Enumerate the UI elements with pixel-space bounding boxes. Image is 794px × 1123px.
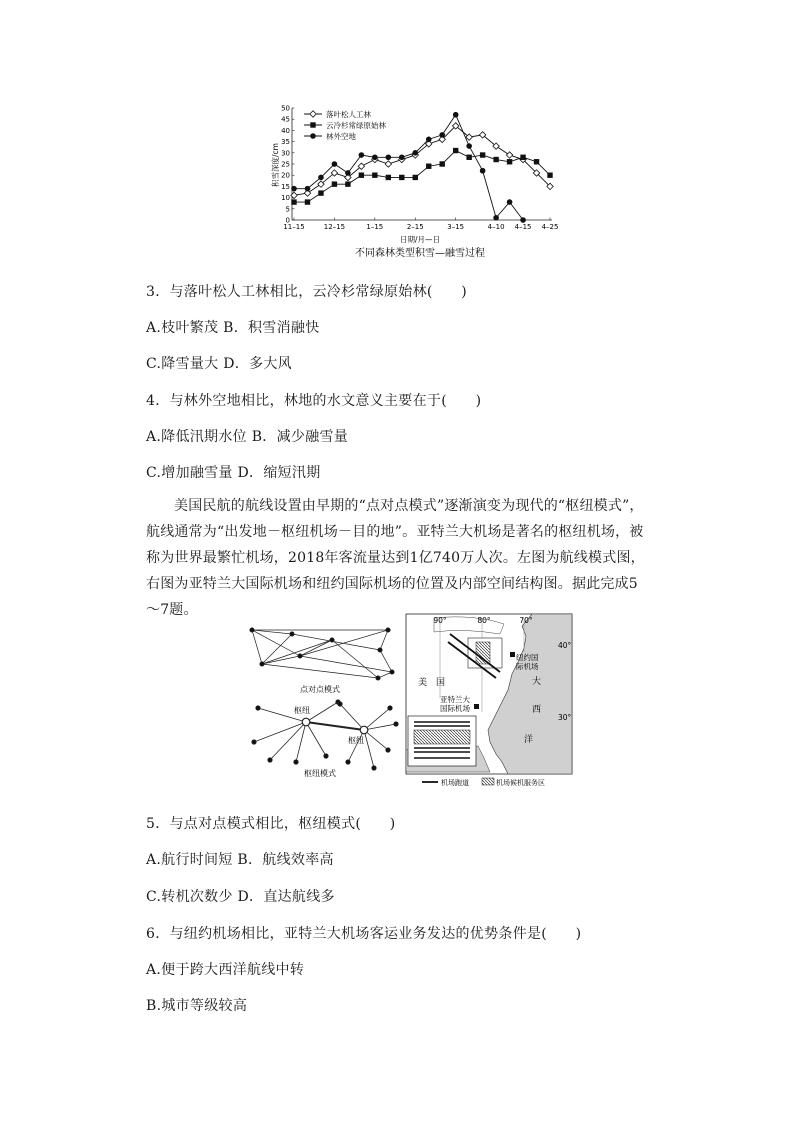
y-tick-label: 50 xyxy=(281,104,290,113)
hub-mode-label: 枢纽模式 xyxy=(304,769,336,777)
data-point xyxy=(345,181,350,186)
atl-airport-label-1: 亚特兰大 xyxy=(440,695,470,704)
latitude-30: 30° xyxy=(558,713,572,722)
question-6-option-a: A.便于跨大西洋航线中转 xyxy=(146,962,305,978)
route-mode-diagram xyxy=(240,612,400,777)
data-point xyxy=(534,159,539,164)
data-point xyxy=(318,190,323,195)
ny-airport-label-1: 纽约国 xyxy=(516,653,539,662)
series-line xyxy=(294,151,550,203)
question-4-options-ab: A.降低汛期水位 B．减少融雪量 xyxy=(146,429,349,445)
question-6-option-b: B.城市等级较高 xyxy=(146,998,248,1014)
data-point xyxy=(520,217,526,223)
question-5-stem: 5．与点对点模式相比，枢纽模式( ) xyxy=(146,816,396,832)
hub-network xyxy=(252,700,398,770)
data-point xyxy=(359,152,365,158)
data-point xyxy=(291,186,297,192)
y-tick-label: 10 xyxy=(281,194,290,203)
data-point xyxy=(372,173,377,178)
legend-label: 林外空地 xyxy=(326,132,356,141)
data-point xyxy=(507,199,513,205)
data-point xyxy=(305,186,311,192)
ocean-label-1: 大 xyxy=(532,677,542,687)
question-4-stem: 4．与林外空地相比，林地的水文意义主要在于( ) xyxy=(146,393,482,409)
y-tick-label: 25 xyxy=(281,160,290,169)
x-axis-label: 日期/月—日 xyxy=(399,235,441,244)
ocean-label-2: 西 xyxy=(532,705,542,715)
data-point xyxy=(480,168,486,174)
question-6-stem: 6．与纽约机场相比，亚特兰大机场客运业务发达的优势条件是( ) xyxy=(146,926,582,942)
passage-text: 美国民航的航线设置由早期的“点对点模式”逐渐演变为现代的“枢纽模式”，航线通常为“出发地－枢纽机场－目的地”。亚特兰大机场是著名的枢纽机场，被称为世界最繁忙机场，2018年客流量达到1亿740万人次。左图为航线模式图，右图为亚特兰大国际机场和纽约国际机场的位置及内部空间结构图。据此完成5～7题。 xyxy=(146,498,645,618)
data-point xyxy=(318,175,324,181)
data-point xyxy=(372,154,378,160)
data-point xyxy=(439,132,445,138)
question-5-options-ab: A.航行时间短 B．航线效率高 xyxy=(146,852,334,868)
data-point xyxy=(310,111,316,117)
longitude-80: 80° xyxy=(477,616,491,625)
data-point xyxy=(310,133,316,139)
data-point xyxy=(399,154,405,160)
longitude-70: 70° xyxy=(519,616,533,625)
y-tick-label: 20 xyxy=(281,171,290,180)
hub-label-2: 枢纽 xyxy=(348,736,364,745)
hub-label-1: 枢纽 xyxy=(294,706,310,715)
data-point xyxy=(345,170,351,176)
data-point xyxy=(332,181,337,186)
x-tick-label: 11–15 xyxy=(283,223,305,231)
country-label: 美 国 xyxy=(418,678,446,688)
y-tick-label: 0 xyxy=(285,216,290,225)
y-tick-label: 35 xyxy=(281,138,290,147)
data-point xyxy=(426,164,431,169)
data-point xyxy=(547,173,552,178)
data-point xyxy=(399,175,404,180)
x-tick-label: 2–15 xyxy=(406,223,424,231)
y-axis-label: 积雪深度/cm xyxy=(271,143,280,187)
data-point xyxy=(291,199,296,204)
data-point xyxy=(440,161,445,166)
data-point xyxy=(386,175,391,180)
question-3-options-cd: C.降雪量大 D．多大风 xyxy=(146,356,292,372)
legend-runway-label: 机场跑道 xyxy=(441,779,469,787)
y-tick-label: 15 xyxy=(281,182,290,191)
data-point xyxy=(310,122,315,127)
legend-service-label: 机场候机服务区 xyxy=(496,779,545,787)
data-point xyxy=(506,152,512,158)
legend-label: 落叶松人工林 xyxy=(326,110,371,119)
question-3-options-ab: A.枝叶繁茂 B．积雪消融快 xyxy=(146,320,320,336)
data-point xyxy=(493,215,499,221)
ocean-label-3: 洋 xyxy=(524,735,534,745)
data-point xyxy=(453,148,458,153)
atl-airport-marker xyxy=(474,704,479,709)
data-point xyxy=(332,161,338,167)
x-tick-label: 4–25 xyxy=(541,223,559,231)
ny-airport-label-2: 际机场 xyxy=(516,662,539,671)
atl-airport-label-2: 国际机场 xyxy=(440,704,470,713)
point-to-point-network xyxy=(250,628,394,680)
question-5-options-cd: C.转机次数少 D．直达航线多 xyxy=(146,889,335,905)
x-tick-label: 12–15 xyxy=(323,223,346,231)
x-tick-label: 1–15 xyxy=(366,223,384,231)
data-point xyxy=(413,175,418,180)
question-3-stem: 3．与落叶松人工林相比，云冷杉常绿原始林( ) xyxy=(146,284,468,300)
x-tick-label: 4–10 xyxy=(487,223,505,231)
data-point xyxy=(520,155,525,160)
y-tick-label: 45 xyxy=(281,115,290,124)
data-point xyxy=(305,199,310,204)
longitude-90: 90° xyxy=(433,616,447,625)
data-point xyxy=(386,154,392,160)
x-tick-label: 4–15 xyxy=(514,223,532,231)
data-point xyxy=(507,159,512,164)
y-tick-label: 5 xyxy=(285,205,290,214)
chart-legend xyxy=(304,109,386,141)
legend-label: 云冷杉常绿原始林 xyxy=(326,121,386,130)
data-point xyxy=(426,137,432,143)
data-point xyxy=(466,155,471,160)
atl-airport-inset xyxy=(408,716,476,766)
series-line xyxy=(294,115,523,220)
latitude-40: 40° xyxy=(558,641,572,650)
map-legend xyxy=(422,778,545,787)
data-point xyxy=(493,157,498,162)
y-tick-label: 40 xyxy=(281,126,290,135)
data-point xyxy=(466,143,472,149)
y-tick-label: 30 xyxy=(281,149,290,158)
data-point xyxy=(480,152,485,157)
data-point xyxy=(385,161,391,167)
data-point xyxy=(453,112,459,118)
question-4-options-cd: C.增加融雪量 D．缩短汛期 xyxy=(146,465,321,481)
passage-paragraph xyxy=(146,493,650,623)
data-point xyxy=(359,173,364,178)
x-tick-label: 3–15 xyxy=(447,223,465,231)
airport-location-map xyxy=(404,612,576,788)
point-to-point-label: 点对点模式 xyxy=(300,685,340,694)
snow-depth-chart xyxy=(270,100,570,260)
chart-title: 不同森林类型积雪—融雪过程 xyxy=(355,248,485,259)
data-point xyxy=(412,150,418,156)
legend-service-symbol xyxy=(482,778,494,785)
